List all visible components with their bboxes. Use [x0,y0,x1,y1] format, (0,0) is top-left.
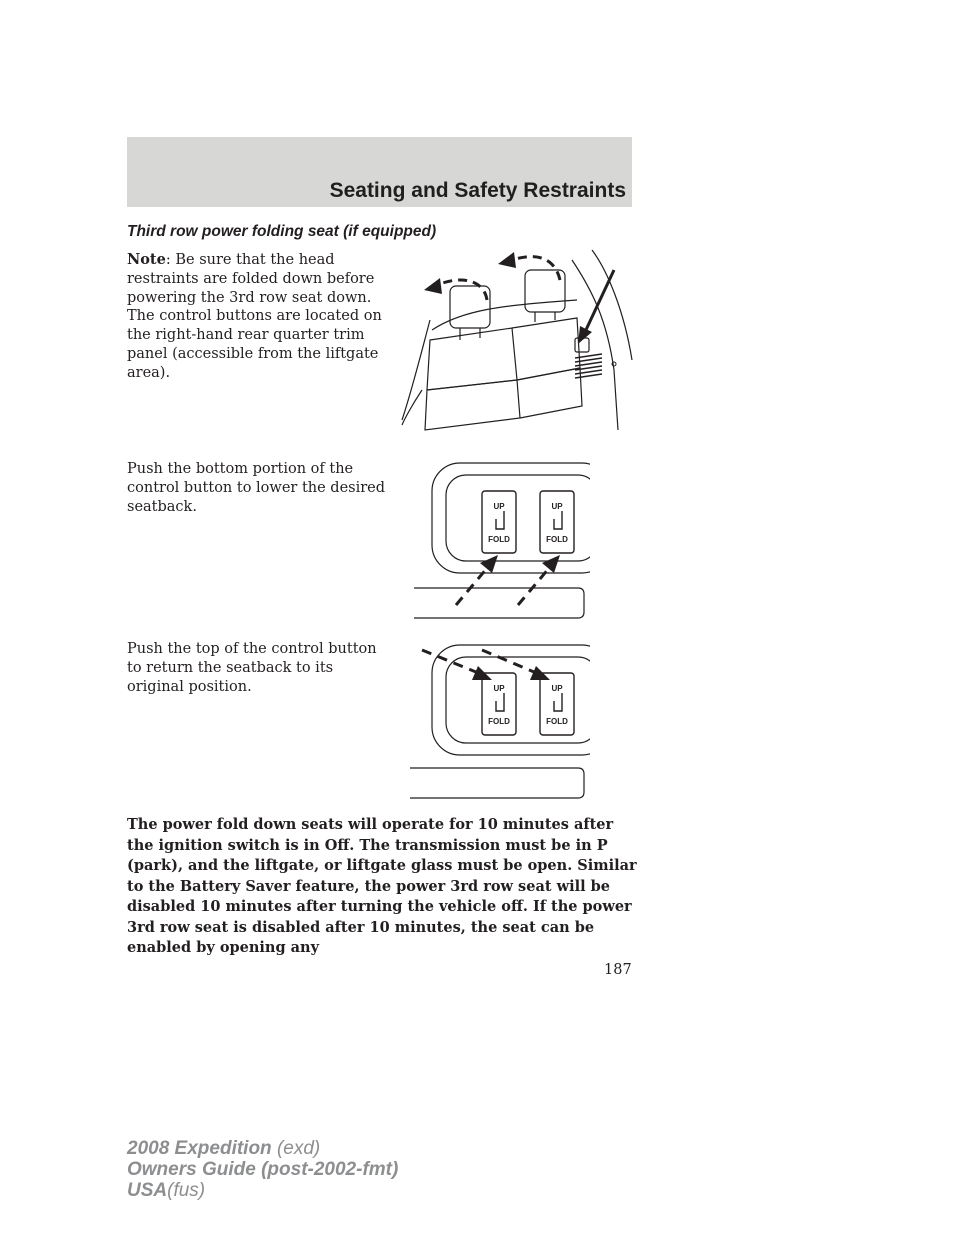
footer-guide: Owners Guide (post-2002-fmt) [127,1159,399,1180]
button-fold-label-left-2: FOLD [488,717,510,726]
footer-line-2 [127,1159,398,1180]
button-fold-label-right: FOLD [546,535,568,544]
page-header-title: Seating and Safety Restraints [329,179,626,202]
button-fold-label-left: FOLD [488,535,510,544]
section-title: Third row power folding seat (if equipped) [127,223,437,240]
footer-model-code: (exd) [276,1138,321,1159]
button-up-label-left-2: UP [493,684,505,693]
footer-market-code: (fus) [167,1180,206,1201]
footer-market: USA [127,1180,168,1201]
return-up-diagram [400,640,590,800]
footer-model: 2008 Expedition [127,1138,272,1159]
button-up-label-left: UP [493,502,505,511]
return-up-illustration [400,640,590,800]
note-label: Note [127,251,166,268]
note-text: : Be sure that the head restraints are folded down before powering the 3rd row seat down. [127,252,375,306]
button-fold-label-right-2: FOLD [546,717,568,726]
push-top-paragraph: Push the top of the control button to return the seatback to its original position. [127,641,377,695]
seat-fold-illustration [392,240,640,440]
fold-down-illustration [400,455,590,620]
button-up-label-right-2: UP [551,684,563,693]
footer-line-1 [127,1138,398,1159]
footer-line-3 [127,1180,398,1201]
button-up-label-right: UP [551,502,563,511]
fold-down-diagram [400,455,590,620]
push-bottom-paragraph: Push the bottom portion of the control button to lower the desired seatback. [127,461,386,515]
controls-location-paragraph: The control buttons are located on the right-hand rear quarter trim panel (accessible from the liftgate area). [127,308,382,381]
page-number: 187 [604,962,632,978]
operation-note-paragraph: The power fold down seats will operate for 10 minutes after the ignition switch is in Off. The transmission must be in P (park), and the liftgate, or liftgate glass must be open. Similar to the Battery Saver feature, the power 3rd row seat will be disabled 10 minutes after turning the vehicle off. If the power 3rd row seat is disabled after 10 minutes, the seat can be enabled by opening any [127,816,637,956]
seat-fold-diagram [392,240,640,440]
footer [127,1138,398,1201]
header-band [127,137,632,207]
note-paragraph [127,250,389,308]
